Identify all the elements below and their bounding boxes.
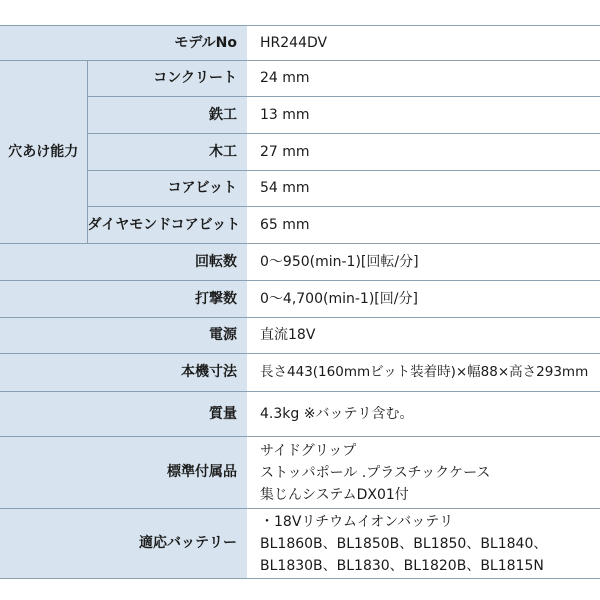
accessories-line: サイドグリップ [260,442,357,459]
accessories-value [247,437,600,509]
impact-value: 0〜4,700(min-1)[回/分] [247,281,600,318]
dimensions-label: 本機寸法 [0,354,247,392]
battery-line: ・18Vリチウムイオンバッテリ [260,513,454,530]
model-value: HR244DV [247,26,600,61]
wood-label: 木工 [87,134,247,171]
model-label: モデルNo [0,26,247,61]
row-steel [0,97,600,134]
battery-label: 適応バッテリー [0,509,247,579]
row-core-bit [0,171,600,207]
accessories-label: 標準付属品 [0,437,247,509]
row-power [0,318,600,354]
impact-label: 打撃数 [0,281,247,318]
row-impact [0,281,600,318]
accessories-line: ストッパポール .プラスチックケース [260,464,491,481]
weight-value: 4.3kg ※バッテリ含む。 [247,392,600,437]
wood-value: 27 mm [247,134,600,171]
row-accessories [0,437,600,509]
concrete-value: 24 mm [247,61,600,97]
core-bit-label: コアビット [87,171,247,207]
power-label: 電源 [0,318,247,354]
weight-label: 質量 [0,392,247,437]
row-model [0,26,600,61]
battery-line: BL1860B、BL1850B、BL1850、BL1840、 [260,535,548,552]
row-concrete [0,61,600,97]
diamond-core-bit-value: 65 mm [247,207,600,244]
dimensions-value: 長さ443(160mmビット装着時)×幅88×高さ293mm [247,354,600,392]
core-bit-value: 54 mm [247,171,600,207]
steel-label: 鉄工 [87,97,247,134]
rotation-value: 0〜950(min-1)[回転/分] [247,244,600,281]
rotation-label: 回転数 [0,244,247,281]
battery-line: BL1830B、BL1830、BL1820B、BL1815N [260,557,544,574]
power-value: 直流18V [247,318,600,354]
row-battery [0,509,600,579]
row-rotation [0,244,600,281]
spec-table [0,25,600,579]
row-dimensions [0,354,600,392]
row-diamond-core-bit [0,207,600,244]
battery-value [247,509,600,579]
drilling-capacity-label: 穴あけ能力 [0,61,87,244]
concrete-label: コンクリート [87,61,247,97]
row-wood [0,134,600,171]
row-weight [0,392,600,437]
accessories-line: 集じんシステムDX01付 [260,486,409,503]
steel-value: 13 mm [247,97,600,134]
diamond-core-bit-label: ダイヤモンドコアビット [87,207,247,244]
